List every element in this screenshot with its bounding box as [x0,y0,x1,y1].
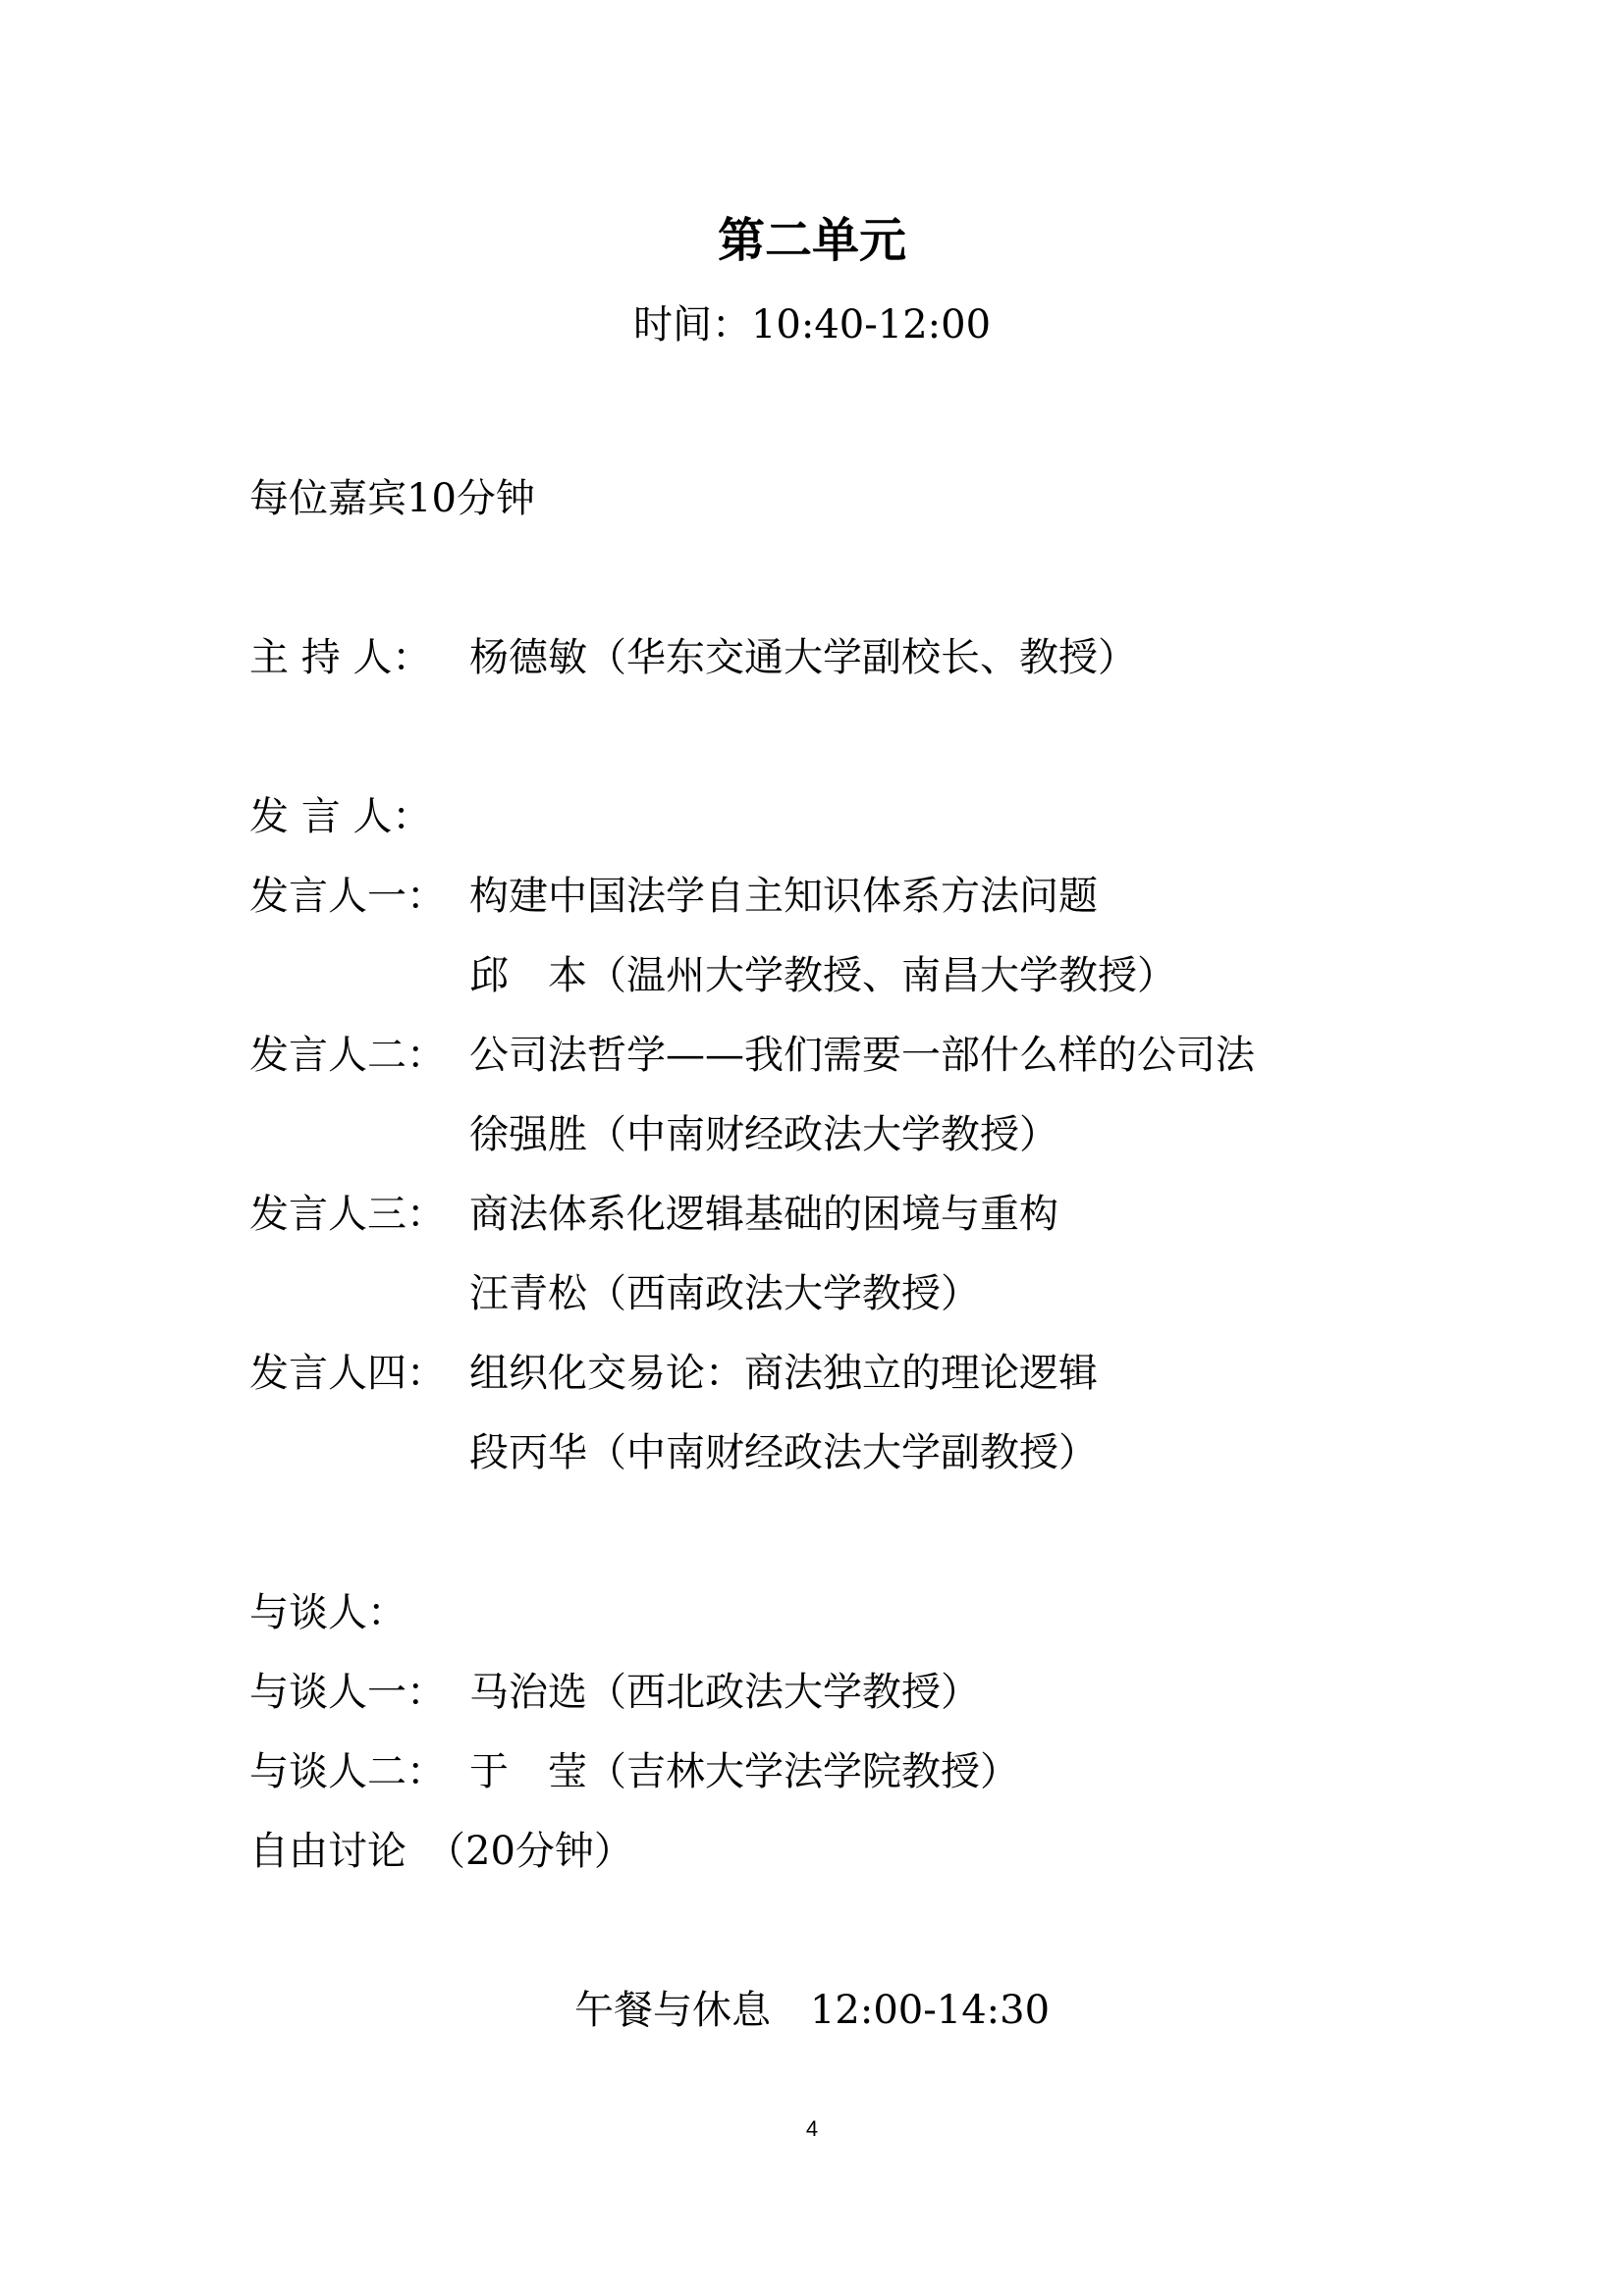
speaker-3-person: 汪青松（西南政法大学教授） [469,1271,980,1316]
speaker-2-person: 徐强胜（中南财经政法大学教授） [469,1112,1058,1157]
speaker-4-person: 段丙华（中南财经政法大学副教授） [469,1430,1098,1475]
discussant-1-label: 与谈人一： [249,1670,446,1715]
speaker-3-label: 发言人三： [249,1192,446,1237]
speaker-4-topic: 组织化交易论：商法独立的理论逻辑 [469,1351,1098,1396]
per-guest-note: 每位嘉宾10分钟 [249,476,535,521]
discussant-1-person: 马治选（西北政法大学教授） [469,1670,980,1715]
session-time: 时间：10:40-12:00 [632,302,992,347]
speaker-1-person: 邱 本（温州大学教授、南昌大学教授） [469,953,1176,998]
host-name: 杨德敏（华东交通大学副校长、教授） [469,635,1137,680]
section-title: 第二单元 [717,213,906,268]
free-discussion: 自由讨论 （20分钟） [249,1829,633,1874]
speaker-4-label: 发言人四： [249,1351,446,1396]
speaker-3-topic: 商法体系化逻辑基础的困境与重构 [469,1192,1058,1237]
discussant-2-label: 与谈人二： [249,1749,446,1794]
lunch-break: 午餐与休息 12:00-14:30 [573,1988,1051,2033]
page-number: 4 [805,2116,819,2141]
speaker-2-topic: 公司法哲学——我们需要一部什么样的公司法 [469,1033,1255,1078]
discussant-2-person: 于 莹（吉林大学法学院教授） [469,1749,1019,1794]
speaker-1-label: 发言人一： [249,874,446,919]
speaker-1-topic: 构建中国法学自主知识体系方法问题 [469,874,1098,919]
speakers-heading: 发 言 人： [249,794,432,839]
speaker-2-label: 发言人二： [249,1033,446,1078]
discussants-heading: 与谈人： [249,1590,406,1635]
host-label: 主 持 人： [249,635,432,680]
